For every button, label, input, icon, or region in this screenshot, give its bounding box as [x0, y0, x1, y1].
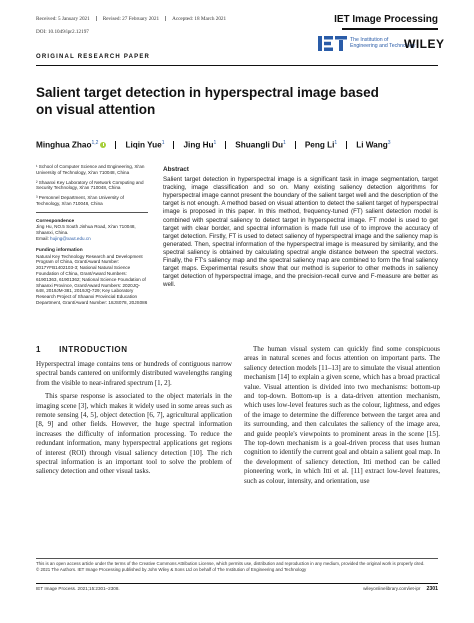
received-date: Received: 5 January 2021 — [36, 16, 90, 22]
footnote-divider — [36, 558, 438, 559]
email-link[interactable]: hujing@xaut.edu.cn — [50, 235, 91, 241]
author[interactable] — [235, 140, 286, 150]
author-separator — [295, 141, 296, 149]
author-affiliation-mark: 1 — [161, 140, 165, 146]
metadata-divider — [36, 212, 148, 213]
author-list — [36, 140, 446, 150]
author[interactable] — [36, 140, 106, 150]
intro-paragraph-2: This sparse response is associated to the object materials in the imaging scene [3], which makes it widely used in some areas such as remote sensing [4, 5], object detection [6, 7], agricultural application [8, 9] and other fields. However, the huge spectral information increases the difficulty of information processing. To reduce the redundant information, many hyperspectral applications get regions of interest (ROI) through visual saliency detection [10]. The rich spectral information is an important tool to solve the problem of saliency detection and other visual tasks. — [36, 392, 232, 476]
intro-column-2 — [244, 345, 440, 486]
section-number: 1 — [36, 345, 42, 354]
author[interactable] — [356, 140, 390, 150]
article-metadata — [36, 164, 148, 306]
author[interactable] — [125, 140, 164, 150]
author[interactable] — [183, 140, 216, 150]
footer-right — [363, 586, 438, 592]
funding-text: Natural Key Technology Research and Development Program of China, Grant/Award Number: 2017YFB1402103-3; National Natural Science Foundation of China, Grant/Award Numbers: 61901363, 61901362; National Science Foundation of Shaanxi Province, Grant/Award Numbers: 2020JQ-648, 2019JM-381, 2019JQ-729; Key Laboratory Research Project of Shaanxi Provincial Education Department, Grant/Award Number: 18JS078, 20JS086 — [36, 253, 148, 305]
section-title: INTRODUCTION — [59, 345, 128, 354]
footer-divider — [36, 583, 438, 584]
author-affiliation-mark: 1 — [283, 140, 286, 146]
accepted-date: Accepted: 18 March 2021 — [172, 16, 227, 22]
email-label: Email: — [36, 235, 51, 241]
author-name: Jing Hu — [183, 140, 214, 150]
title-line-2: on visual attention — [36, 102, 156, 117]
author-separator — [173, 141, 174, 149]
correspondence-address: Jing Hu, NO.5 South Jinhua Road, Xi'an 710048, Shaanxi, China. — [36, 224, 136, 236]
header-divider — [36, 65, 438, 66]
revised-date: Revised: 27 February 2021 — [102, 16, 160, 22]
license-text: This is an open access article under the terms of the Creative Commons Attribution License, which permits use, distribution and reproduction in any medium, provided the original work is properly cited. — [36, 561, 425, 566]
affiliation: ³ Personnel Department, Xi'an University of Technology, Xi'an 710048, China — [36, 195, 124, 206]
paper-title — [36, 84, 436, 118]
author[interactable] — [305, 140, 337, 150]
funding-heading: Funding information — [36, 247, 83, 253]
journal-title[interactable]: IET Image Processing — [334, 14, 438, 25]
abstract — [163, 166, 438, 289]
correspondence-heading: Correspondence — [36, 218, 75, 224]
author-affiliation-mark: 1 — [213, 140, 217, 146]
journal-url[interactable]: wileyonlinelibrary.com/iet-ipr — [363, 586, 421, 591]
author-affiliation-mark: 1 — [334, 140, 338, 146]
affiliation: ¹ School of Computer Science and Engineering, Xi'an University of Technology, Xi'an 710048, China — [36, 164, 145, 175]
author-affiliation-mark: 1,2 — [91, 140, 99, 146]
abstract-heading: Abstract — [163, 166, 189, 173]
author-name: Shuangli Du — [235, 140, 284, 150]
author-name: Li Wang — [356, 140, 388, 150]
page-number: 2301 — [426, 586, 438, 592]
intro-paragraph-1: Hyperspectral image contains tens or hundreds of contiguous narrow spectral bands cantered on uniformly distributed wavelengths ranging from the visible to near-infrared spectrum [1, 2]. — [36, 360, 232, 387]
author-affiliation-mark: 3 — [387, 140, 391, 146]
orcid-icon[interactable] — [100, 142, 106, 148]
intro-paragraph-3: The human visual system can quickly find some conspicuous areas in natural scenes and focus attention on important parts. The saliency detection models [11–13] are to simulate the visual attention mechanism [14] to explain a given scene, which has a broad practical value. Visual attention is divided into two mechanisms: bottom-up and top-down. Bottom-up is a data-driven attention mechanism, which uses low-level features such as the colour, lightness, and edges of the image to determine the difference between the target area and its surrounding, and then calculates the saliency of the image area, and guide people's viewpoints to prominent areas in the scene [15]. The top-down mechanism is a goal-driven process that uses human cognition to identify the current goal and obtain a salient goal map. In the development of saliency detection, Itti method can be called pioneering work, in which Itti et al. [11] extract low-level features, such as colour, intensity, and orientation, use — [244, 345, 440, 485]
license-footnote — [36, 561, 438, 573]
article-type: ORIGINAL RESEARCH PAPER — [36, 54, 151, 60]
author-separator — [225, 141, 226, 149]
wiley-logo: WILEY — [404, 37, 445, 51]
affiliation: ² Shaanxi Key Laboratory of Network Computing and Security Technology, Xi'an 710048, China — [36, 179, 144, 191]
correspondence-email — [36, 236, 148, 242]
institution-line-2: Engineering and Technology — [350, 43, 416, 50]
citation: IET Image Process. 2021;15:2301–2308. — [36, 586, 120, 591]
author-name: Peng Li — [304, 140, 335, 150]
author-name: Minghua Zhao — [36, 140, 92, 150]
dates-line — [36, 16, 232, 22]
author-separator — [346, 141, 347, 149]
abstract-text: Salient target detection in hyperspectral image is a significant task in image segmentation, target tracking, image classification and so on. Many existing saliency detection algorithms for hyperspectral image cannot present the boundary of the salient target well and the description of the target is not enough. A method based on visual attention to detect the salient target of hyperspectral image is proposed in this paper. In this method, frequency-tuned (FT) salient detection model is combined with spectral saliency to detect target in hyperspectral image. FT model is used to get target with clear border, and spectral information is made full use of to improve the accuracy of target detection. Firstly, FT is used to detect saliency of hyperspectral image and the saliency map is generated. Then, spectral information of the hyperspectral image is measured by similarity, and the spectral saliency is obtained by calculating spectral angle distance between the spectral vectors. Finally, the FT's saliency map and the spectral saliency map are combined to form the final saliency target maps. Experimental results show that our method is superior to other methods in saliency target detection of hyperspectral image, and the precision-recall curve and F-measure are better as well. — [163, 176, 438, 289]
section-heading — [36, 345, 232, 354]
author-separator — [115, 141, 116, 149]
intro-column-1 — [36, 345, 232, 477]
title-line-1: Salient target detection in hyperspectral image based — [36, 85, 379, 100]
author-name: Liqin Yue — [125, 140, 162, 150]
doi[interactable]: DOI: 10.1049/ipr2.12197 — [36, 29, 89, 35]
copyright-text: © 2021 The Authors. IET Image Processing published by John Wiley & Sons Ltd on behalf of The Institution of Engineering and Technology — [36, 567, 307, 572]
iet-logo-icon — [318, 36, 348, 51]
institution-line-1: The Institution of — [350, 37, 389, 43]
journal-rule — [342, 28, 438, 30]
